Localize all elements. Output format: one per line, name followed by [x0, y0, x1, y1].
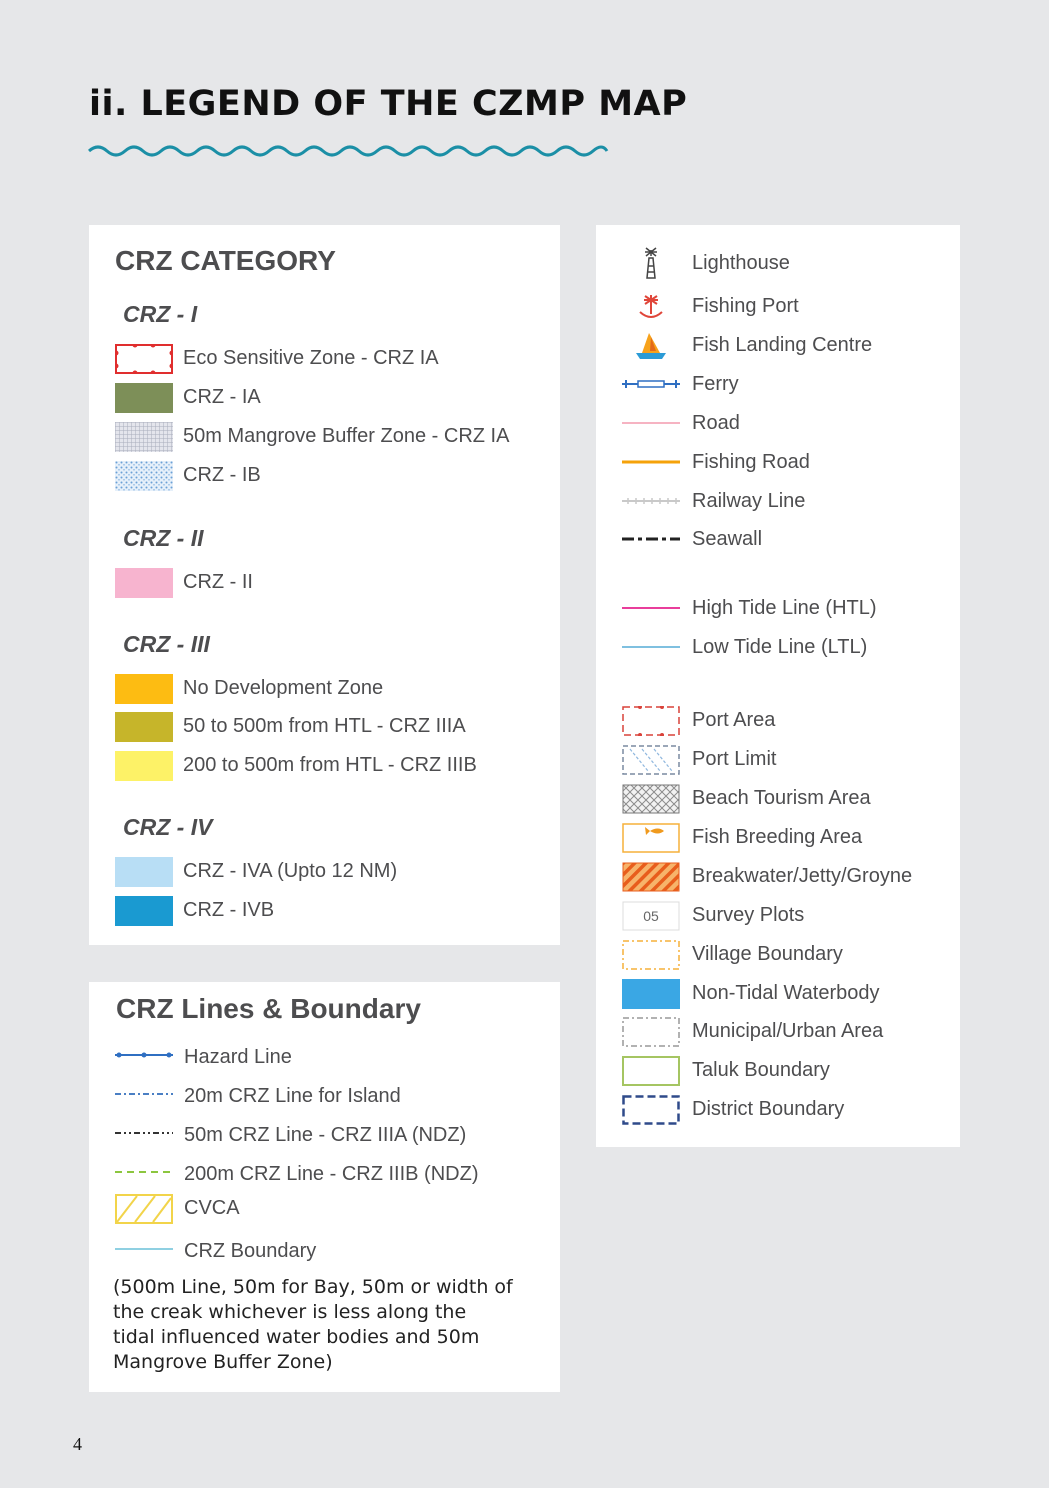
cvca-hatch-swatch — [115, 1194, 173, 1224]
district-boundary-swatch — [622, 1095, 680, 1125]
crz-ivb-swatch — [115, 896, 173, 926]
legend-label: Survey Plots — [692, 904, 805, 926]
island-crz-line-symbol — [115, 1082, 173, 1112]
crz-ia-swatch — [115, 383, 173, 413]
crz-iiib-swatch — [115, 751, 173, 781]
crz-iiia-line-symbol — [115, 1121, 173, 1151]
legend-item-crz-ia — [89, 383, 560, 415]
legend-label: Non-Tidal Waterbody — [692, 982, 880, 1004]
seawall-line-icon — [622, 525, 680, 555]
municipal-area-swatch — [622, 1017, 680, 1047]
legend-label: Low Tide Line (LTL) — [692, 636, 868, 658]
legend-label: Breakwater/Jetty/Groyne — [692, 865, 913, 887]
legend-item-village-boundary — [596, 940, 960, 972]
legend-item-crz-ii — [89, 568, 560, 600]
legend-label: Lighthouse — [692, 252, 790, 274]
legend-item-port-limit — [596, 745, 960, 777]
legend-label: CRZ - IVB — [183, 899, 275, 921]
legend-label: CRZ - IB — [183, 464, 261, 486]
legend-item-district-boundary — [596, 1095, 960, 1127]
legend-item-crz-ib — [89, 461, 560, 493]
legend-label: CRZ - IA — [183, 386, 261, 408]
legend-label: Fishing Port — [692, 295, 799, 317]
high-tide-line-icon — [622, 594, 680, 624]
fishing-road-line-icon — [622, 448, 680, 478]
legend-item-high-tide-line — [596, 594, 960, 626]
survey-plots-number: 05 — [643, 908, 659, 924]
eco-sensitive-zone-swatch — [115, 344, 173, 374]
legend-label: CVCA — [184, 1197, 240, 1219]
legend-item-ferry — [596, 370, 960, 402]
legend-label: District Boundary — [692, 1098, 845, 1120]
legend-label: Fishing Road — [692, 451, 810, 473]
legend-label: Port Limit — [692, 748, 777, 770]
no-development-zone-swatch — [115, 674, 173, 704]
legend-label: Fish Landing Centre — [692, 334, 873, 356]
crz-ii-swatch — [115, 568, 173, 598]
legend-label: 50 to 500m from HTL - CRZ IIIA — [183, 715, 466, 737]
low-tide-line-icon — [622, 633, 680, 663]
legend-label: Eco Sensitive Zone - CRZ IA — [183, 347, 439, 369]
legend-item-crz-boundary — [89, 1237, 560, 1269]
crz-iiib-line-symbol — [115, 1160, 173, 1190]
legend-item-municipal-area — [596, 1017, 960, 1049]
legend-label: No Development Zone — [183, 677, 384, 699]
legend-label: Port Area — [692, 709, 776, 731]
crz-i-heading: CRZ - I — [123, 301, 198, 327]
crz-boundary-line-symbol — [115, 1237, 173, 1267]
legend-label: CRZ - IVA (Upto 12 NM) — [183, 860, 398, 882]
page-title: ii. LEGEND OF THE CZMP MAP — [89, 84, 688, 124]
lighthouse-icon — [622, 243, 680, 283]
legend-label: Road — [692, 412, 740, 434]
legend-item-mangrove-buffer — [89, 422, 560, 454]
legend-item-breakwater — [596, 862, 960, 894]
legend-label: CRZ Boundary — [184, 1240, 317, 1262]
legend-label: Ferry — [692, 373, 739, 395]
title-wave-decoration — [87, 141, 611, 161]
legend-item-lighthouse — [596, 249, 960, 281]
legend-item-taluk-boundary — [596, 1056, 960, 1088]
legend-item-low-tide-line — [596, 633, 960, 665]
crz-iii-heading: CRZ - III — [123, 631, 210, 657]
breakwater-hatch-swatch — [622, 862, 680, 892]
legend-item-crz-iiib-line — [89, 1160, 560, 1192]
legend-item-beach-tourism — [596, 784, 960, 816]
legend-label: Fish Breeding Area — [692, 826, 863, 848]
legend-label: 50m CRZ Line - CRZ IIIA (NDZ) — [184, 1124, 467, 1146]
legend-label: Railway Line — [692, 490, 806, 512]
legend-label: 200m CRZ Line - CRZ IIIB (NDZ) — [184, 1163, 479, 1185]
railway-line-icon — [622, 487, 680, 517]
legend-item-crz-iiia-line — [89, 1121, 560, 1153]
legend-item-crz-iva — [89, 857, 560, 889]
legend-label: Municipal/Urban Area — [692, 1020, 884, 1042]
crz-category-heading: CRZ CATEGORY — [115, 245, 336, 276]
ferry-line-icon — [622, 370, 680, 400]
legend-label: Seawall — [692, 528, 763, 550]
legend-label: 50m Mangrove Buffer Zone - CRZ IA — [183, 425, 510, 447]
beach-tourism-swatch — [622, 784, 680, 814]
legend-item-island-crz-line — [89, 1082, 560, 1114]
legend-item-no-development-zone — [89, 674, 560, 706]
legend-item-crz-iiia — [89, 712, 560, 744]
legend-item-cvca — [89, 1194, 560, 1226]
legend-item-fish-breeding — [596, 823, 960, 855]
port-limit-swatch — [622, 745, 680, 775]
legend-label: Village Boundary — [692, 943, 843, 965]
crz-iv-heading: CRZ - IV — [123, 814, 213, 840]
legend-label: 20m CRZ Line for Island — [184, 1085, 401, 1107]
legend-item-non-tidal-waterbody — [596, 979, 960, 1011]
crz-iiia-swatch — [115, 712, 173, 742]
legend-label: Taluk Boundary — [692, 1059, 830, 1081]
fishing-port-icon — [622, 292, 680, 322]
legend-label: Hazard Line — [184, 1046, 292, 1068]
legend-item-crz-iiib — [89, 751, 560, 783]
legend-item-fishing-road — [596, 448, 960, 480]
page-number: 4 — [73, 1434, 82, 1454]
crz-lines-heading: CRZ Lines & Boundary — [116, 993, 421, 1024]
crz-ib-swatch — [115, 461, 173, 491]
map-symbols-panel — [596, 225, 960, 1147]
non-tidal-waterbody-swatch — [622, 979, 680, 1009]
legend-item-seawall — [596, 525, 960, 557]
road-line-icon — [622, 409, 680, 439]
crz-category-panel — [89, 225, 560, 945]
legend-item-eco-sensitive-zone — [89, 344, 560, 376]
crz-ii-heading: CRZ - II — [123, 525, 204, 551]
legend-label: Beach Tourism Area — [692, 787, 871, 809]
crz-iva-swatch — [115, 857, 173, 887]
legend-item-port-area — [596, 706, 960, 738]
legend-item-hazard-line — [89, 1043, 560, 1075]
legend-label: CRZ - II — [183, 571, 253, 593]
port-area-swatch — [622, 706, 680, 736]
legend-item-crz-ivb — [89, 896, 560, 928]
hazard-line-symbol — [115, 1043, 173, 1073]
crz-lines-panel — [89, 982, 560, 1392]
crz-boundary-note: (500m Line, 50m for Bay, 50m or width of the creak whichever is less along the tidal influenced water bodies and 50m Mangrove Buffer Zone) — [113, 1276, 513, 1373]
mangrove-buffer-swatch — [115, 422, 173, 452]
fish-landing-centre-icon — [622, 331, 680, 361]
legend-item-road — [596, 409, 960, 441]
legend-item-fishing-port — [596, 292, 960, 324]
legend-label: High Tide Line (HTL) — [692, 597, 877, 619]
legend-item-fish-landing-centre — [596, 331, 960, 363]
legend-item-railway-line — [596, 487, 960, 519]
fish-breeding-swatch — [622, 823, 680, 853]
legend-label: 200 to 500m from HTL - CRZ IIIB — [183, 754, 477, 776]
legend-item-survey-plots — [596, 901, 960, 933]
survey-plots-swatch — [622, 901, 680, 931]
taluk-boundary-swatch — [622, 1056, 680, 1086]
village-boundary-swatch — [622, 940, 680, 970]
